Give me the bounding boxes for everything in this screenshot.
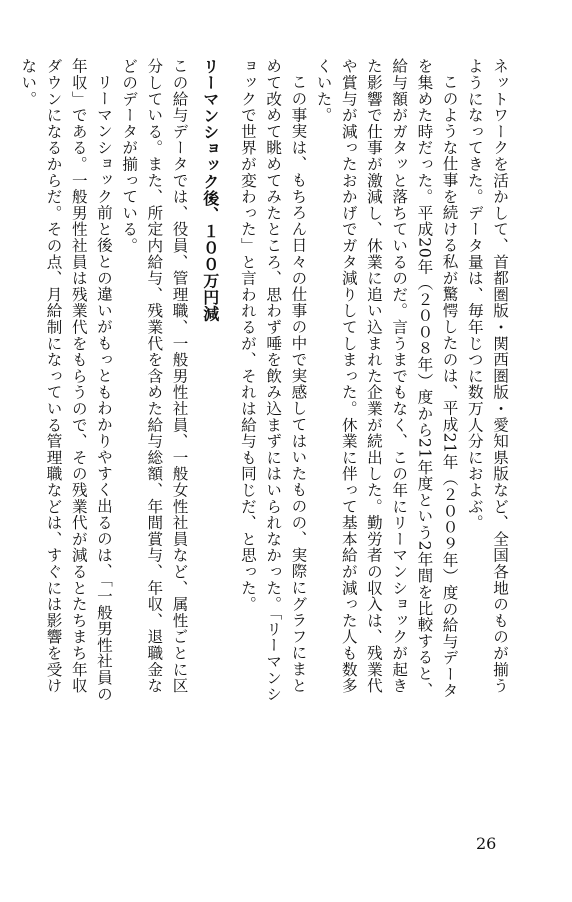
section-heading: リーマンショック後、１００万円減	[200, 58, 220, 322]
paragraph-2: このような仕事を続ける私が驚愕したのは、平成21年（２００９年）度の給与データを集めた時だった。平成20年（２００８年）度から21年度という2年間を比較すると、給与額がガタッと落ちているのだ。言うまでもなく、この年にリーマンショックが起きた影響で仕事が激減し、休業に追い込まれた企業が続出した。勤労者の収入は、残業代や賞与が減ったおかげでガタ減りしてしまった。休業に伴って基本給が減った人も数多くいた。	[314, 58, 459, 698]
paragraph-5: リーマンショック前と後との違いがもっともわかりやすく出るのは、「一般男性社員の年収」である。一般男性社員は残業代をもらうので、その残業代が減るとたちまち年収ダウンになるからだ。その点、月給制になっている管理職などは、すぐには影響を受けない。	[19, 58, 113, 702]
paragraph-3: この事実は、もちろん日々の仕事の中で実感してはいたものの、実際にグラフにまとめて改めて眺めてみたところ、思わず唾を飲み込まずにはいられなかった。「リーマンショックで世界が変わった」と言われるが、それは給与も同じだ、と思った。	[238, 58, 308, 703]
body-text	[15, 58, 512, 708]
page-number: 26	[476, 834, 497, 853]
paragraph-4: この給与データでは、役員、管理職、一般男性社員、一般女性社員など、属性ごとに区分している。また、所定内給与、残業代を含めた給与総額、年間賞与、年収、退職金などのデータが揃っている。	[120, 58, 189, 694]
paragraph-1: ネットワークを活かして、首都圏版・関西圏版・愛知県版など、全国各地のものが揃うようになってきた。データ量は、毎年じつに数万人分におよぶ。	[465, 58, 509, 694]
